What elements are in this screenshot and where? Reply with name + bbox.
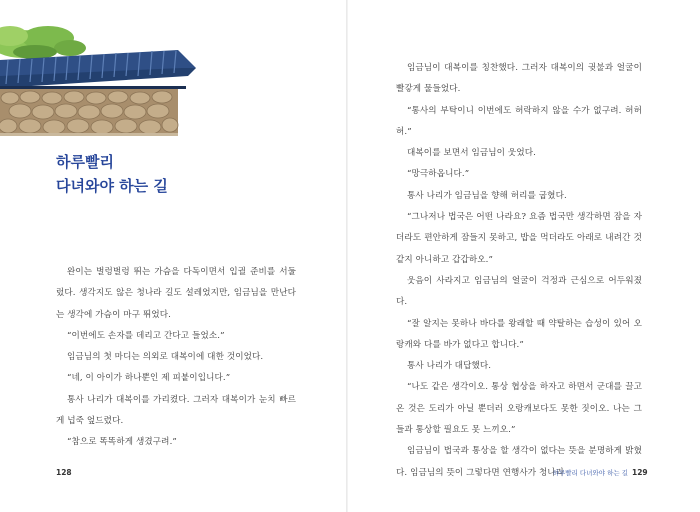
chapter-title-line2: 다녀와야 하는 길 [56,177,168,195]
stone-wall [0,89,178,136]
paragraph: “참으로 똑똑하게 생겼구려.” [67,437,177,448]
paragraph: “잘 알지는 못하나 바다를 왕래할 때 약탈하는 습성이 있어 오랑캐와 다를 바가 없다고 합니다.” [396,318,642,350]
paragraph: “이번에도 손자를 데리고 간다고 들었소.” [67,330,225,341]
stone-wall-illustration [0,18,196,136]
paragraph: 통사 나리가 임금님을 향해 허리를 굽혔다. [407,190,567,201]
paragraph: “네, 이 아이가 하나뿐인 제 피붙이입니다.” [67,373,231,384]
paragraph: 임금님이 대복이를 칭찬했다. 그러자 대복이의 귓불과 얼굴이 빨갛게 물들었다. [396,63,642,95]
paragraph: 완이는 벌렁벌렁 뛰는 가슴을 다독이면서 입궐 준비를 서둘렀다. 생각지도 않은 청나라 길도 설레었지만, 임금님을 만난다는 생각에 가슴이 마구 뛰었다. [56,267,296,320]
paragraph: “통사의 부탁이니 이번에도 허락하지 않을 수가 없구려. 허허허.” [396,105,642,137]
paragraph: 대복이를 보면서 임금님이 웃었다. [407,148,536,159]
right-body-text [396,58,642,484]
running-head: 하루빨리 다녀와야 하는 길 [552,469,628,477]
page-number-left: 128 [56,468,72,477]
paragraph: 임금님의 첫 마디는 의외로 대복이에 대한 것이었다. [67,352,264,363]
paragraph: 임금님이 법국과 통상을 할 생각이 없다는 뜻을 분명하게 밝혔다. 임금님의 뜻이 그렇다면 연행사가 청나라 [396,446,642,478]
paragraph: 통사 나리가 대답했다. [407,361,492,372]
chapter-title-line1: 하루빨리 [56,153,114,171]
chapter-title [56,150,168,198]
paragraph: “나도 같은 생각이오. 통상 협상을 하자고 하면서 군대를 끌고 온 것은 도리가 아닐 뿐더러 오랑캐보다도 못한 짓이오. 나는 그들과 통상할 필요도 못 느끼오.” [396,382,642,436]
page-number-right: 129 [632,468,648,477]
paragraph: 통사 나리가 대복이를 가리켰다. 그러자 대복이가 눈치 빠르게 넙죽 엎드렸다. [56,394,296,427]
tree-foliage [0,26,86,59]
paragraph: 웃음이 사라지고 임금님의 얼굴이 걱정과 근심으로 어두워졌다. [396,275,642,308]
left-body-text [56,262,296,454]
paragraph: “망극하옵니다.” [407,169,470,180]
paragraph: “그나저나 법국은 어떤 나라요? 요즘 법국만 생각하면 잠을 자더라도 편안하게 잠들지 못하고, 밥을 먹더라도 아래로 내려간 것 같지 아니하고 갑갑하오.” [396,212,642,265]
left-page [0,0,346,512]
